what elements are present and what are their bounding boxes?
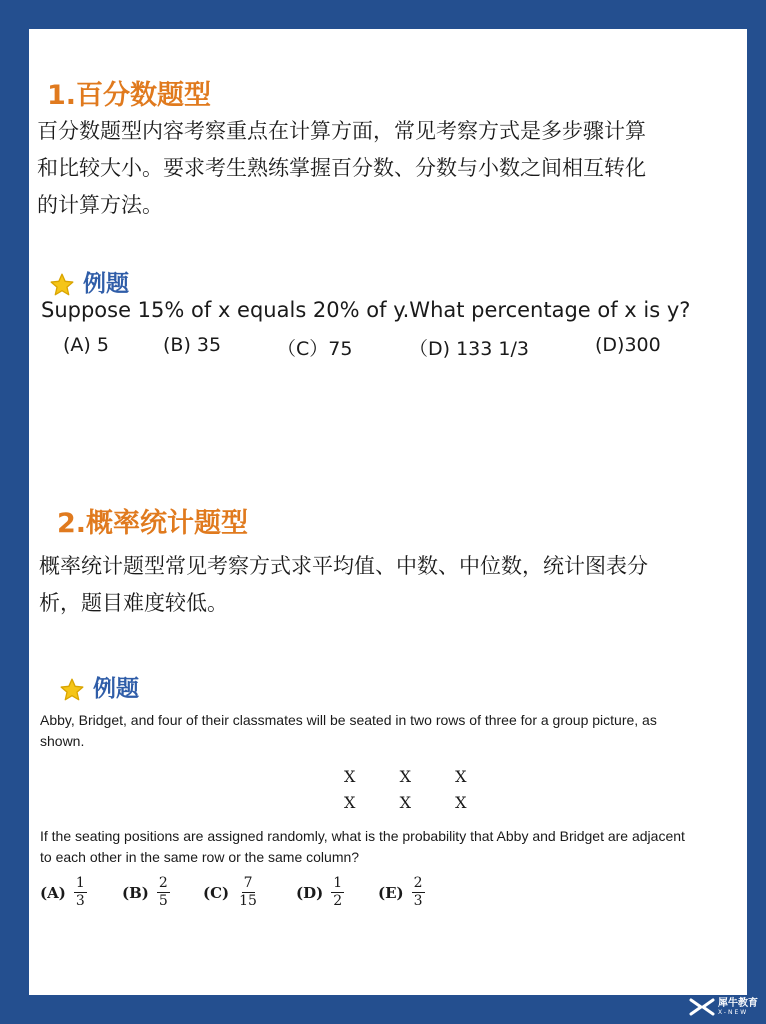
section1-question: Suppose 15% of x equals 20% of y.What percentage of x is y? bbox=[41, 298, 691, 322]
fraction bbox=[74, 875, 87, 910]
fraction-denominator: 15 bbox=[239, 893, 257, 909]
logo-brand: 犀牛教育 bbox=[718, 997, 758, 1009]
seat-mark: X bbox=[455, 793, 467, 812]
section1-body bbox=[37, 113, 646, 224]
fraction bbox=[157, 875, 170, 910]
question-line: shown. bbox=[40, 733, 85, 749]
rhino-logo-icon bbox=[689, 996, 715, 1018]
option-d: （D) 133 1/3 bbox=[409, 338, 529, 360]
fraction-numerator: 2 bbox=[158, 875, 168, 891]
seat-mark: X bbox=[399, 793, 411, 812]
choice-label: (C) bbox=[203, 883, 230, 902]
question-line: to each other in the same row or the same column? bbox=[40, 849, 360, 865]
option-e: (D)300 bbox=[595, 334, 661, 356]
logo-sub: X-NEW bbox=[718, 1008, 749, 1016]
section1-body-line: 百分数题型内容考察重点在计算方面，常见考察方式是多步骤计算 bbox=[37, 119, 646, 143]
section1-example-title bbox=[49, 265, 129, 298]
section2-body bbox=[39, 548, 648, 622]
choice-a bbox=[40, 875, 87, 910]
fraction-numerator: 7 bbox=[243, 875, 253, 891]
choice-label: (B) bbox=[122, 883, 149, 902]
brand-logo bbox=[689, 996, 758, 1018]
section2-example-title bbox=[59, 670, 139, 703]
fraction-denominator: 5 bbox=[158, 893, 168, 909]
question-line: If the seating positions are assigned randomly, what is the probability that Abby and Bridget are adjacent bbox=[40, 828, 685, 844]
fraction-denominator: 2 bbox=[333, 893, 343, 909]
seat-mark: X bbox=[344, 793, 356, 812]
section1-heading: 1.百分数题型 bbox=[47, 80, 212, 111]
option-c: （C）75 bbox=[277, 338, 353, 360]
choice-b bbox=[122, 875, 170, 910]
choice-e bbox=[378, 875, 425, 910]
section2-heading: 2.概率统计题型 bbox=[57, 508, 249, 539]
star-icon bbox=[59, 677, 85, 703]
choice-label: (E) bbox=[378, 883, 404, 902]
question-line: Abby, Bridget, and four of their classmates will be seated in two rows of three for a group picture, as bbox=[40, 712, 657, 728]
option-b: (B) 35 bbox=[163, 334, 222, 356]
fraction bbox=[331, 875, 344, 910]
example-label: 例题 bbox=[93, 676, 140, 702]
fraction-numerator: 1 bbox=[333, 875, 343, 891]
fraction-denominator: 3 bbox=[75, 893, 85, 909]
seat-mark: X bbox=[344, 767, 356, 786]
fraction bbox=[412, 875, 425, 910]
fraction bbox=[237, 875, 259, 910]
choice-c bbox=[203, 875, 259, 910]
fraction-numerator: 2 bbox=[413, 875, 423, 891]
seat-mark: X bbox=[399, 767, 411, 786]
section1-body-line: 的计算方法。 bbox=[37, 193, 163, 217]
option-a: (A) 5 bbox=[63, 334, 109, 356]
fraction-denominator: 3 bbox=[413, 893, 423, 909]
section2-body-line: 析，题目难度较低。 bbox=[39, 591, 228, 615]
section2-question bbox=[40, 710, 657, 752]
fraction-numerator: 1 bbox=[75, 875, 85, 891]
section2-body-line: 概率统计题型常见考察方式求平均值、中数、中位数，统计图表分 bbox=[39, 554, 648, 578]
seating-grid-row-1 bbox=[344, 767, 467, 786]
section2-question-2 bbox=[40, 826, 685, 868]
example-label: 例题 bbox=[83, 271, 130, 297]
choice-label: (D) bbox=[296, 883, 324, 902]
seating-grid-row-2 bbox=[344, 793, 467, 812]
star-icon bbox=[49, 272, 75, 298]
section1-body-line: 和比较大小。要求考生熟练掌握百分数、分数与小数之间相互转化 bbox=[37, 156, 646, 180]
logo-text bbox=[718, 998, 758, 1017]
seat-mark: X bbox=[455, 767, 467, 786]
content-card bbox=[29, 29, 747, 995]
choice-d bbox=[296, 875, 344, 910]
choice-label: (A) bbox=[40, 883, 66, 902]
